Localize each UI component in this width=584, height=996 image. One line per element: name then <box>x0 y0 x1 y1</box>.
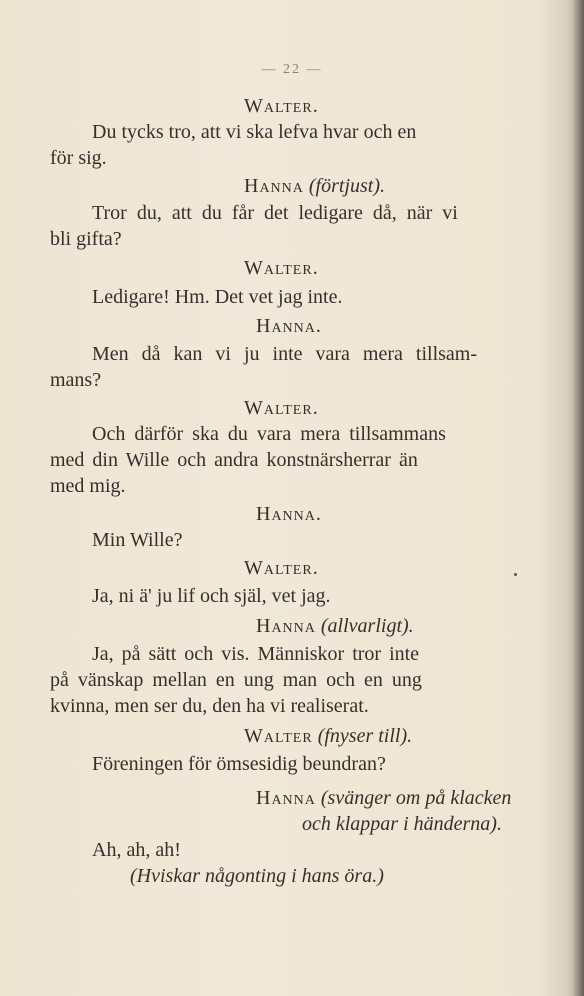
stage-direction: (Hviskar någonting i hans öra.) <box>130 865 384 887</box>
speaker-with-direction <box>244 724 412 748</box>
speaker-hanna: Hanna <box>256 787 316 809</box>
speaker-with-direction <box>256 786 511 810</box>
dialogue-line: Du tycks tro, att vi ska lefva hvar och en <box>92 121 417 143</box>
dialogue-line: Ja, på sätt och vis. Människor tror inte <box>92 643 420 665</box>
speaker-hanna: Hanna. <box>256 315 322 337</box>
speaker-with-direction <box>256 614 414 638</box>
speaker-walter: Walter. <box>244 95 319 117</box>
dialogue-line: på vänskap mellan en ung man och en ung <box>50 669 422 691</box>
dialogue-line: för sig. <box>50 147 107 169</box>
dialogue-line: Ledigare! Hm. Det vet jag inte. <box>92 286 343 308</box>
speaker-with-direction <box>244 174 385 198</box>
dialogue-line: Men då kan vi ju inte vara mera tillsam- <box>92 343 478 365</box>
dialogue-line: Ah, ah, ah! <box>92 839 181 861</box>
speaker-hanna: Hanna. <box>256 503 322 525</box>
dialogue-line: kvinna, men ser du, den ha vi realiserat. <box>50 695 369 717</box>
speaker-walter: Walter. <box>244 257 319 279</box>
dialogue-line: med din Wille och andra konstnärsherrar än <box>50 449 418 471</box>
stage-direction: (förtjust). <box>308 175 386 197</box>
speaker-hanna: Hanna <box>244 175 304 197</box>
speaker-walter: Walter. <box>244 397 319 419</box>
stage-direction: (fnyser till). <box>317 725 413 747</box>
speaker-walter: Walter. <box>244 557 319 579</box>
stage-direction: och klappar i händerna). <box>302 813 502 835</box>
dialogue-line: Min Wille? <box>92 529 183 551</box>
dialogue-line: med mig. <box>50 475 126 497</box>
stage-direction: (svänger om på klacken <box>320 787 512 809</box>
page-edge-shadow <box>572 0 584 996</box>
dialogue-line: Ja, ni ä' ju lif och själ, vet jag. <box>92 585 331 607</box>
dialogue-line: Och därför ska du vara mera tillsammans <box>92 423 446 445</box>
dialogue-line: Tror du, att du får det ledigare då, när vi <box>92 202 458 224</box>
page-number: — 22 — <box>261 62 323 77</box>
dialogue-line: bli gifta? <box>50 228 122 250</box>
speaker-hanna: Hanna <box>256 615 316 637</box>
stage-direction: (allvarligt). <box>320 615 414 637</box>
ink-speck <box>514 573 517 576</box>
speaker-walter: Walter <box>244 725 313 747</box>
dialogue-line: Föreningen för ömsesidig beundran? <box>92 753 386 775</box>
dialogue-line: mans? <box>50 369 102 391</box>
